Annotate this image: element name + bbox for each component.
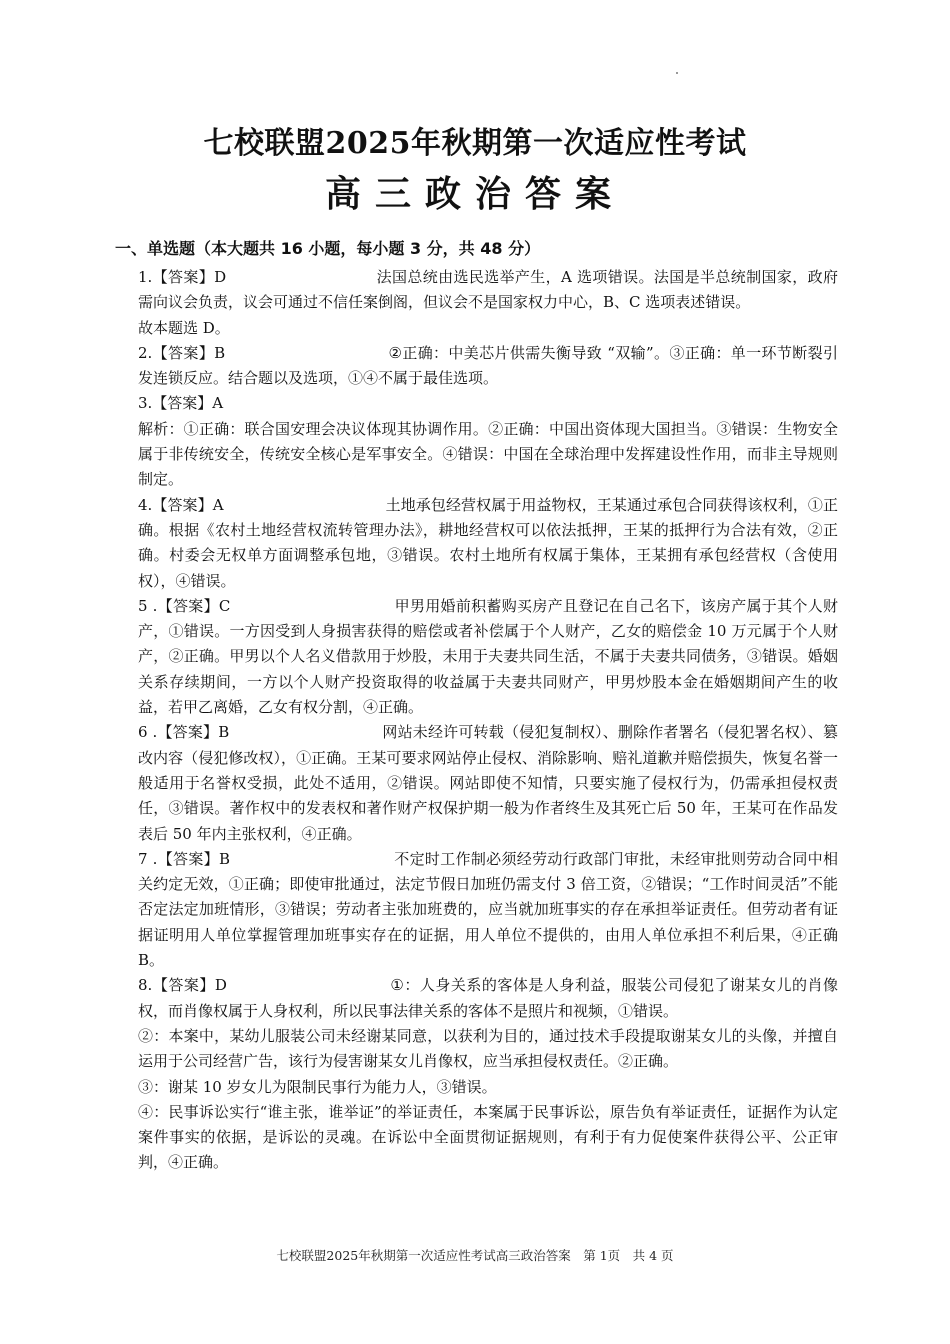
answer-explanation: ②正确：中美芯片供需失衡导致 “双输”。③正确：单一环节断裂引发连锁反应。结合题以及选项，①④不属于最佳选项。 [138,343,838,388]
answer-label: 6 .【答案】B [138,723,230,742]
scan-dot [676,72,678,74]
answer-explanation: ②：本案中，某幼儿服装公司未经谢某同意，以获利为目的，通过技术手段提取谢某女儿的头像，并擅自运用于公司经营广告，该行为侵害谢某女儿肖像权，应当承担侵权责任。②正确。 [138,1026,838,1071]
answer-explanation: ③：谢某 10 岁女儿为限制民事行为能力人，③错误。 [138,1077,497,1096]
answer-label: 3.【答案】A [138,394,224,413]
section-heading: 一、单选题（本大题共 16 小题，每小题 3 分，共 48 分） [115,239,541,258]
answer-label: 4.【答案】A [138,495,224,514]
answer-5 [138,594,838,720]
answer-2 [138,341,838,392]
answer-3 [138,391,838,416]
answer-7 [138,847,838,973]
answer-explanation: ④：民事诉讼实行“谁主张，谁举证”的举证责任，本案属于民事诉讼，原告负有举证责任，证据作为认定案件事实的依据，是诉讼的灵魂。在诉讼中全面贯彻证据规则，有利于有力促使案件获得公平、公正审判，④正确。 [138,1102,838,1172]
answer-6 [138,720,838,846]
answer-explanation: 不定时工作制必须经劳动行政部门审批，未经审批则劳动合同中相关约定无效，①正确；即使审批通过，法定节假日加班仍需支付 3 倍工资，②错误；“工作时间灵活”不能否定法定加班情形，③错误；劳动者主张加班费的，应当就加班事实的存在承担举证责任。但劳动者有证据证明用人单位掌握管理加班事实存在的证据，用人单位不提供的，由用人单位承担不利后果，④正确 B。 [138,849,838,970]
answer-note: 故本题选 D。 [138,318,230,337]
answer-subtitle: 高三政治答案 [324,173,625,215]
answer-label: 5 .【答案】C [138,596,231,615]
answer-explanation: 法国总统由选民选举产生，A 选项错误。法国是半总统制国家，政府需向议会负责，议会可通过不信任案倒阁，但议会不是国家权力中心，B、C 选项表述错误。 [138,268,838,312]
answer-explanation: 网站未经许可转载（侵犯复制权）、删除作者署名（侵犯署名权）、篡改内容（侵犯修改权），①正确。王某可要求网站停止侵权、消除影响、赔礼道歉并赔偿损失，恢复名誉一般适用于名誉权受损，此处不适用，②错误。网站即使不知情，只要实施了侵权行为，仍需承担侵权责任，③错误。著作权中的发表权和著作财产权保护期一般为作者终生及其死亡后 50 年，王某可在作品发表后 50 年内主张权利，④正确。 [138,723,838,843]
answer-1 [138,265,838,316]
answer-label: 1.【答案】D [138,268,227,286]
exam-title: 七校联盟2025年秋期第一次适应性考试 [203,126,747,161]
answer-label: 2.【答案】B [138,343,226,362]
answer-explanation: ①：人身关系的客体是人身利益，服装公司侵犯了谢某女儿的肖像权，而肖像权属于人身权利，所以民事法律关系的客体不是照片和视频，①错误。 [138,976,838,1020]
answer-explanation: 甲男用婚前积蓄购买房产且登记在自己名下，该房产属于其个人财产，①错误。一方因受到人身损害获得的赔偿或者补偿属于个人财产，乙女的赔偿金 10 万元属于个人财产，②正确。甲男以个人名义借款用于炒股，未用于夫妻共同生活，不属于夫妻共同债务，③错误。婚姻关系存续期间，一方以个人财产投资取得的收益属于夫妻共同财产，甲男炒股本金在婚姻期间产生的收益，若甲乙离婚，乙女有权分割，④正确。 [138,596,838,717]
answer-8 [138,973,838,1024]
answer-explanation: 土地承包经营权属于用益物权，王某通过承包合同获得该权利，①正确。根据《农村土地经营权流转管理办法》，耕地经营权可以依法抵押，王某的抵押行为合法有效，②正确。村委会无权单方面调整承包地，③错误。农村土地所有权属于集体，王某拥有承包经营权（含使用权），④错误。 [138,495,838,590]
answer-label: 7 .【答案】B [138,849,230,868]
answer-4 [138,493,838,594]
answer-list [138,265,838,1176]
page-footer: 七校联盟2025年秋期第一次适应性考试高三政治答案 第 1页 共 4 页 [276,1248,674,1263]
answer-label: 8.【答案】D [138,976,227,995]
answer-explanation: 解析：①正确：联合国安理会决议体现其协调作用。②正确：中国出资体现大国担当。③错误：生物安全属于非传统安全，传统安全核心是军事安全。④错误：中国在全球治理中发挥建设性作用，而非主导规则制定。 [138,419,838,489]
